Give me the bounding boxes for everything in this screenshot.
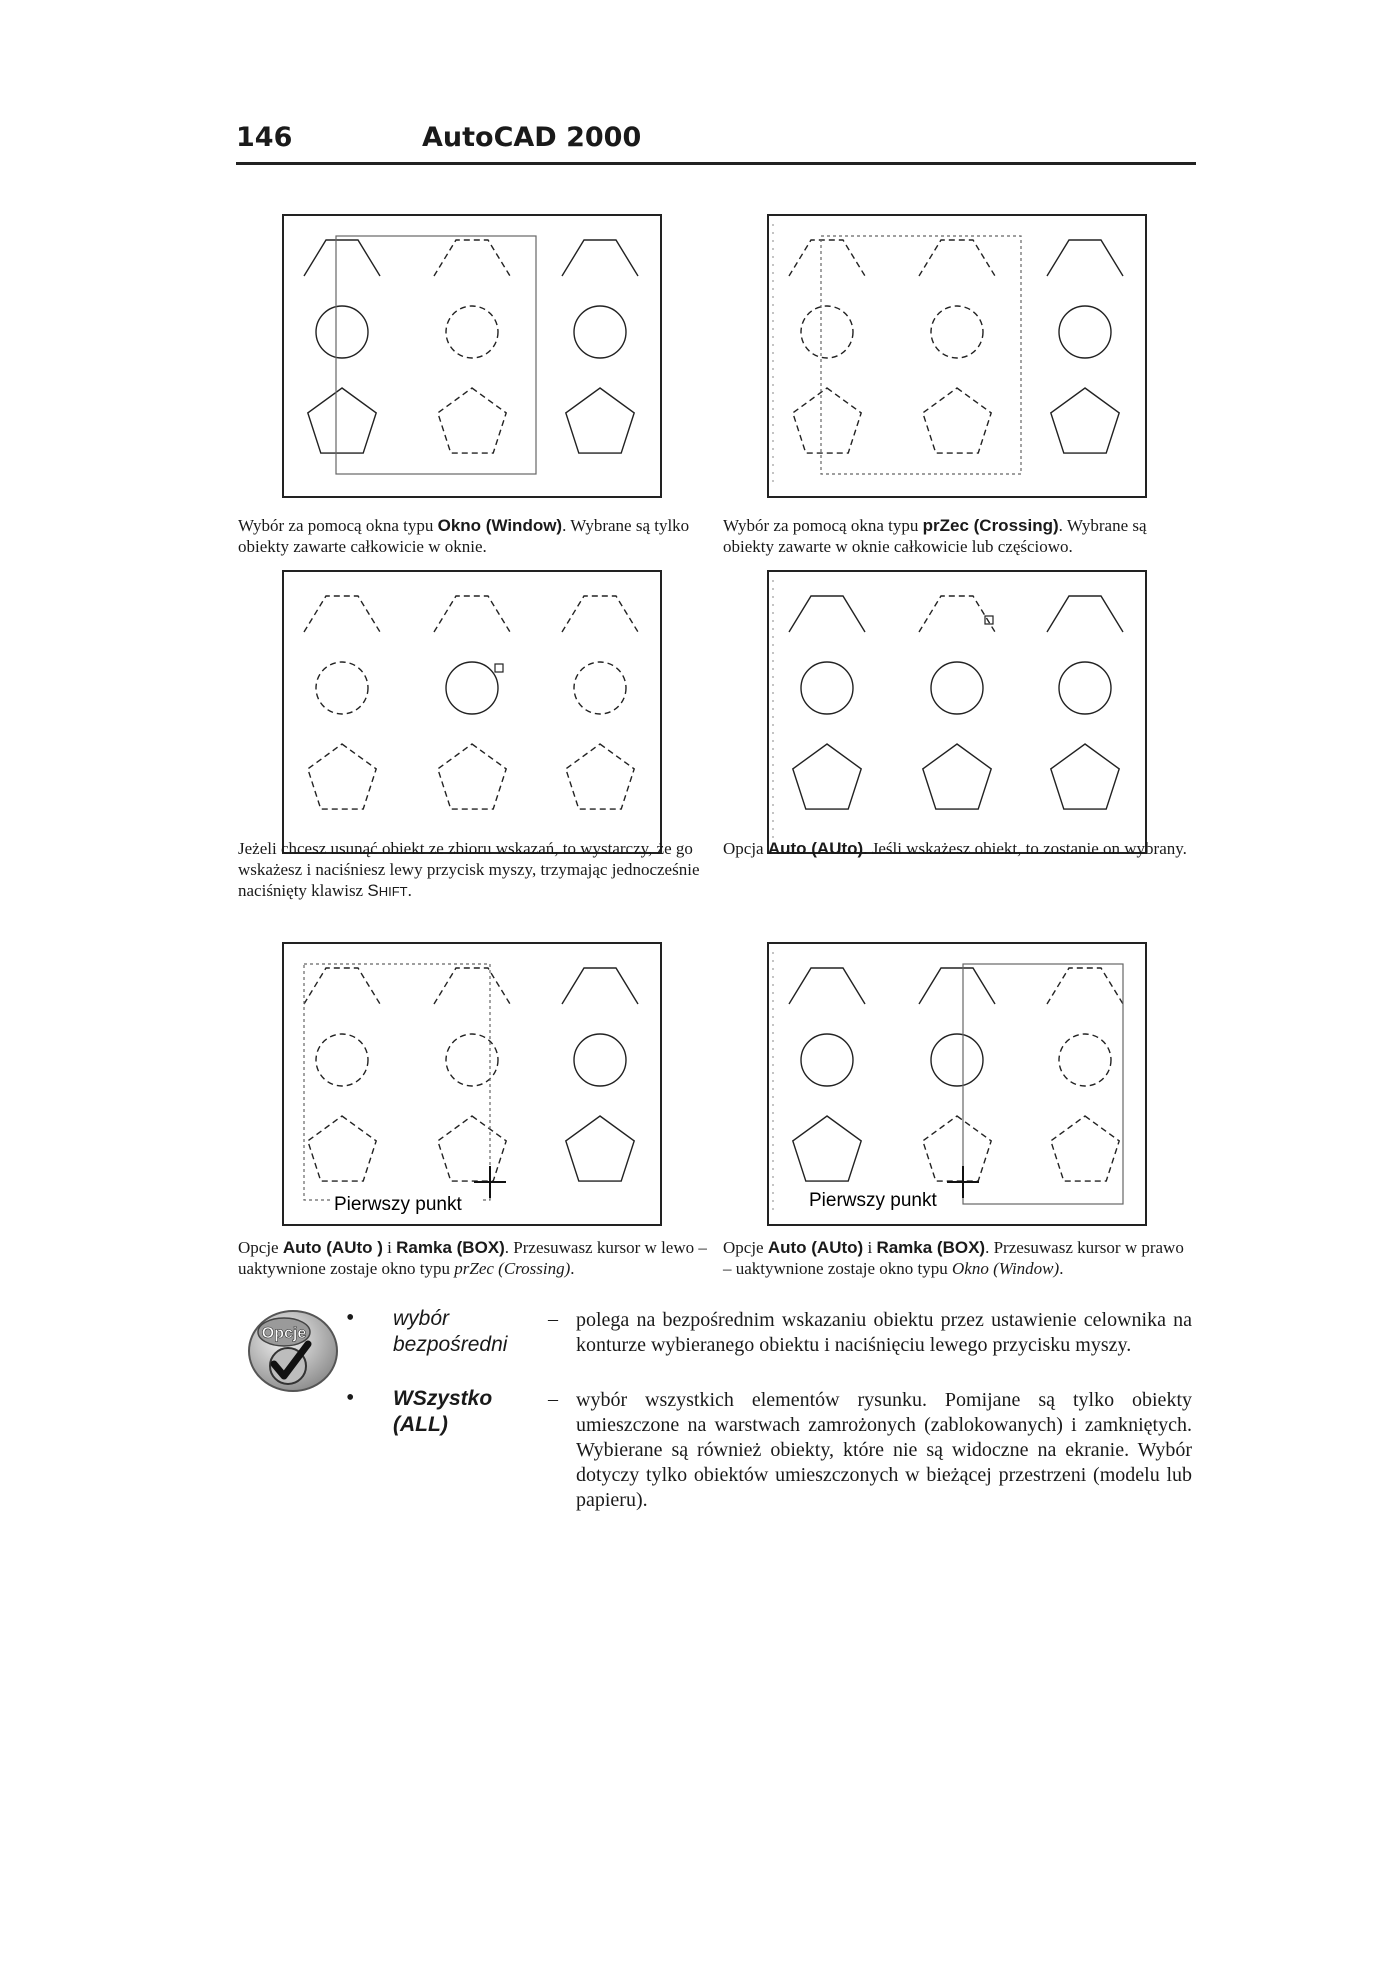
figure-auto-box-left xyxy=(282,942,662,1226)
caption-auto-box-right: Opcje Auto (AUto) i Ramka (BOX). Przesuwasz kursor w prawo – uaktywnione zostaje okno typu Okno (Window). xyxy=(723,1238,1184,1278)
caption-auto-box-left: Opcje Auto (AUto ) i Ramka (BOX). Przesuwasz kursor w lewo – uaktywnione zostaje okno typu prZec (Crossing). xyxy=(238,1238,707,1278)
figure-crossing-selection xyxy=(767,214,1147,498)
figure-drawing xyxy=(767,214,1147,498)
figure-frame xyxy=(283,571,661,853)
list-bullet: • xyxy=(346,1305,355,1331)
figure-drawing xyxy=(282,942,662,1226)
options-badge-label: Opcje xyxy=(261,1325,307,1342)
caption-crossing-selection: Wybór za pomocą okna typu prZec (Crossing). Wybrane są obiekty zawarte w oknie całkowicie lub częściowo. xyxy=(723,516,1147,556)
description-select-all: wybór wszystkich elementów rysunku. Pomijane są tylko obiekty umieszczone na warstwach zamrożonych (zablokowanych) i zamkniętych. Wybierane są również obiekty, które nie są widoczne na ekranie. Wybór dotyczy tylko obiektów umieszczonych w bieżącej przestrzeni (modelu lub papieru). xyxy=(576,1389,1192,1511)
figure-drawing xyxy=(282,214,662,498)
figure-frame xyxy=(283,943,661,1225)
term-dash: – xyxy=(548,1388,558,1410)
term-direct-selection: wybór bezpośredni xyxy=(393,1307,508,1356)
book-title: AutoCAD 2000 xyxy=(422,122,642,153)
options-badge-icon xyxy=(246,1308,340,1399)
first-point-label: Pierwszy punkt xyxy=(809,1190,937,1211)
figure-drawing xyxy=(767,570,1147,854)
figure-shift-remove xyxy=(282,570,662,854)
caption-auto-pick: Opcja Auto (AUto). Jeśli wskażesz obiekt, to zostanie on wybrany. xyxy=(723,839,1187,858)
figure-frame xyxy=(283,215,661,497)
caption-shift-remove: Jeżeli chcesz usunąć obiekt ze zbioru wskazań, to wystarczy, że go wskażesz i naciśniesz lewy przycisk myszy, trzymając jednocześnie naciśnięty klawisz SHIFT. xyxy=(238,839,700,900)
page-header xyxy=(236,122,1196,165)
list-bullet: • xyxy=(346,1385,355,1411)
figure-drawing xyxy=(282,570,662,854)
figure-auto-box-right xyxy=(767,942,1147,1226)
figure-auto-pick xyxy=(767,570,1147,854)
figure-frame xyxy=(768,571,1146,853)
term-dash: – xyxy=(548,1308,558,1330)
figure-window-selection xyxy=(282,214,662,498)
figure-frame xyxy=(768,215,1146,497)
page-number: 146 xyxy=(236,122,293,153)
caption-window-selection: Wybór za pomocą okna typu Okno (Window). Wybrane są tylko obiekty zawarte całkowicie w oknie. xyxy=(238,516,690,556)
term-select-all: WSzystko (ALL) xyxy=(393,1387,493,1436)
figure-drawing xyxy=(767,942,1147,1226)
first-point-label: Pierwszy punkt xyxy=(334,1194,462,1215)
description-direct-selection: polega na bezpośrednim wskazaniu obiektu przez ustawienie celownika na konturze wybieranego obiektu i naciśnięciu lewego przycisku myszy. xyxy=(576,1309,1192,1356)
